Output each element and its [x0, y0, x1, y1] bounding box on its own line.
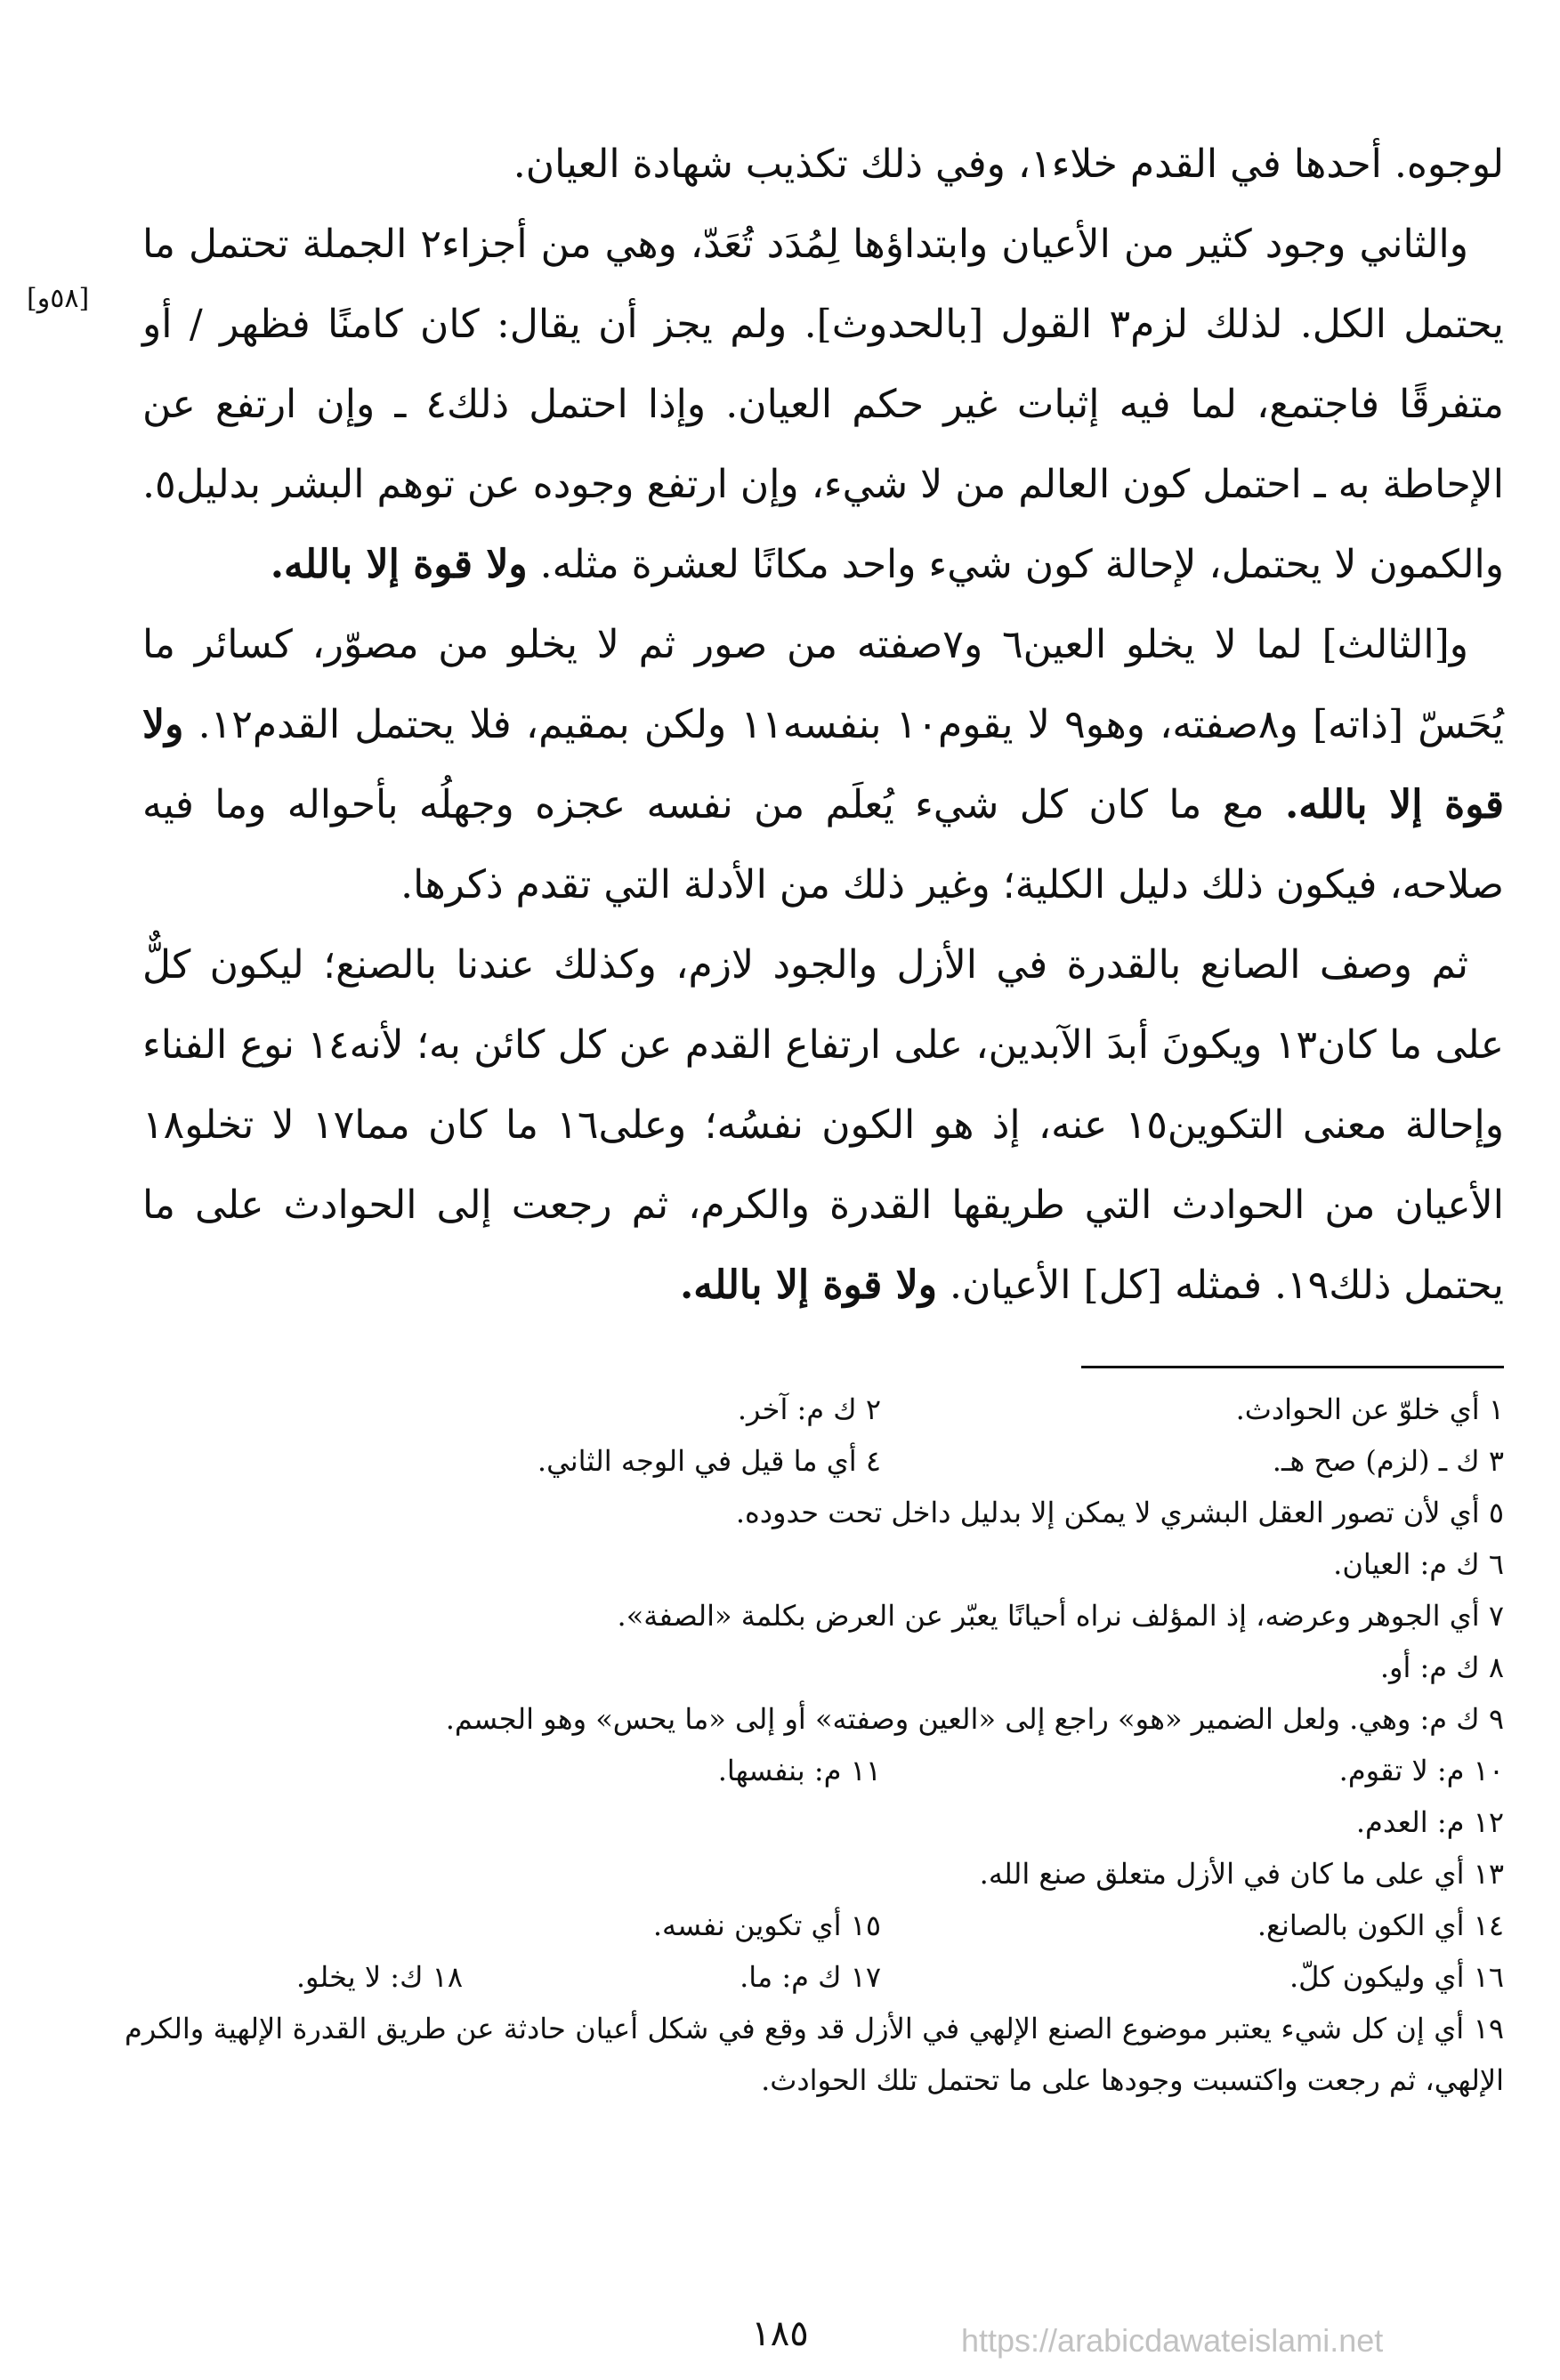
footnote-row	[125, 1435, 1504, 1487]
paragraph-4	[142, 925, 1504, 1326]
footnote-13: ١٣ أي على ما كان في الأزل متعلق صنع الله.	[979, 1857, 1504, 1891]
footnote-7: ٧ أي الجوهر وعرضه، إذ المؤلف نراه أحيانًا يعبّر عن العرض بكلمة «الصفة».	[617, 1599, 1504, 1633]
footnotes-section	[125, 1384, 1504, 2106]
footnote-separator	[1081, 1366, 1504, 1368]
watermark-url: https://arabicdawateislami.net	[961, 2322, 1384, 2359]
paragraph-3-tail: مع ما كان كل شيء يُعلَم من نفسه عجزه وجهلُه بأحواله وما فيه صلاحه، فيكون ذلك دليل الكلية؛ وغير ذلك من الأدلة التي تقدم ذكرها.	[142, 782, 1504, 908]
footnote-10: ١٠ م: لا تقوم.	[1338, 1754, 1504, 1787]
footnote-row	[125, 1900, 1504, 1951]
footnote-6: ٦ ك م: العيان.	[1333, 1547, 1504, 1581]
footnote-5: ٥ أي لأن تصور العقل البشري لا يمكن إلا بدليل داخل تحت حدوده.	[735, 1496, 1504, 1529]
footnote-19: ١٩ أي إن كل شيء يعتبر موضوع الصنع الإلهي في الأزل قد وقع في شكل أعيان حادثة عن طريق القدرة الإلهية والكرم الإلهي، ثم رجعت واكتسبت وجودها على ما تحتمل تلك الحوادث.	[125, 2012, 1505, 2097]
paragraph-3-text: و[الثالث] لما لا يخلو العين٦ و٧صفته من صور ثم لا يخلو من مصوّر، كسائر ما يُحَسّ [ذاته] و٨صفته، وهو٩ لا يقوم١٠ بنفسه١١ ولكن بمقيم، فلا يحتمل القدم١٢.	[142, 622, 1505, 747]
footnote-8: ٨ ك م: أو.	[1379, 1650, 1504, 1684]
footnote-17: ١٧ ك م: ما.	[740, 1960, 881, 1994]
footnote-row	[125, 1848, 1504, 1900]
footnote-1: ١ أي خلوّ عن الحوادث.	[1235, 1392, 1504, 1426]
footnote-15: ١٥ أي تكوين نفسه.	[652, 1908, 881, 1942]
footnote-2: ٢ ك م: آخر.	[737, 1392, 881, 1426]
footnote-4: ٤ أي ما قيل في الوجه الثاني.	[537, 1444, 881, 1478]
paragraph-4-text: ثم وصف الصانع بالقدرة في الأزل والجود لازم، وكذلك عندنا بالصنع؛ ليكون كلٌّ على ما كان١٣ ويكونَ أبدَ الآبدين، على ارتفاع القدم عن كل كائن به؛ لأنه١٤ نوع الفناء وإحالة معنى التكوين١٥ عنه، إذ هو الكون نفسُه؛ وعلى١٦ ما كان مما١٧ لا تخلو١٨ الأعيان من الحوادث التي طريقها القدرة والكرم، ثم رجعت إلى الحوادث على ما يحتمل ذلك١٩. فمثله [كل] الأعيان.	[142, 942, 1505, 1308]
footnote-3: ٣ ك ـ (لزم) صح هـ.	[1272, 1444, 1504, 1478]
paragraph-1-text: لوجوه. أحدها في القدم خلاء١، وفي ذلك تكذيب شهادة العيان.	[513, 141, 1504, 187]
footnote-12: ١٢ م: العدم.	[1355, 1805, 1504, 1839]
footnote-row	[125, 1796, 1504, 1848]
footnote-16: ١٦ أي وليكون كلّ.	[1289, 1960, 1504, 1994]
footnote-row	[125, 1538, 1504, 1590]
paragraph-3	[142, 605, 1504, 925]
footnote-row	[125, 1487, 1504, 1538]
footnote-9: ٩ ك م: وهي. ولعل الضمير «هو» راجع إلى «العين وصفته» أو إلى «ما يحس» وهو الجسم.	[445, 1702, 1504, 1736]
folio-marker: [٥٨و]	[27, 283, 90, 314]
main-text-body	[142, 125, 1504, 1326]
footnote-row	[125, 1590, 1504, 1642]
paragraph-2	[142, 205, 1504, 605]
paragraph-1	[142, 125, 1504, 205]
paragraph-3-closing-phrase: ولا قوة إلا بالله.	[142, 702, 1504, 827]
footnote-11: ١١ م: بنفسها.	[717, 1754, 881, 1787]
paragraph-2-closing-phrase: ولا قوة إلا بالله.	[270, 542, 528, 587]
footnote-row	[125, 2003, 1504, 2106]
paragraph-4-closing-phrase: ولا قوة إلا بالله.	[679, 1263, 937, 1308]
footnote-row	[125, 1642, 1504, 1693]
paragraph-2-text: والثاني وجود كثير من الأعيان وابتداؤها لِمُدَد تُعَدّ، وهي من أجزاء٢ الجملة تحتمل ما يحتمل الكل. لذلك لزم٣ القول [بالحدوث]. ولم يجز أن يقال: كان كامنًا فظهر / أو متفرقًا فاجتمع، لما فيه إثبات غير حكم العيان. وإذا احتمل ذلك٤ ـ وإن ارتفع عن الإحاطة به ـ احتمل كون العالم من لا شيء، وإن ارتفع وجوده عن توهم البشر بدليل٥. والكمون لا يحتمل، لإحالة كون شيء واحد مكانًا لعشرة مثله.	[142, 222, 1505, 587]
footnote-row	[125, 1745, 1504, 1796]
footnote-row	[125, 1384, 1504, 1435]
footnote-row	[125, 1951, 1504, 2003]
footnote-14: ١٤ أي الكون بالصانع.	[1257, 1908, 1504, 1942]
page-number: ١٨٥	[751, 2313, 809, 2354]
footnote-row	[125, 1693, 1504, 1745]
footnote-18: ١٨ ك: لا يخلو.	[295, 1960, 463, 1994]
